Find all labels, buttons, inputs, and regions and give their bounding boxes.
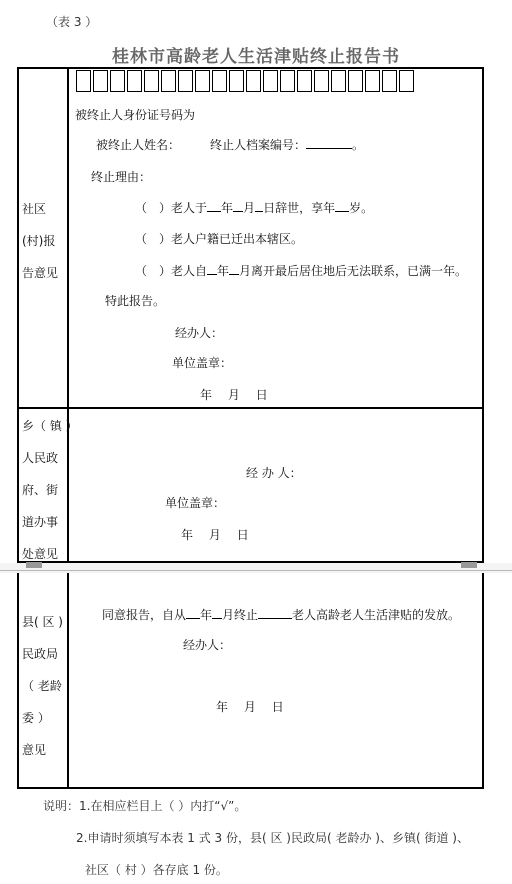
county-agreement[interactable]: 同意报告，自从 年 月终止 老人高龄老人生活津贴的发放。 — [102, 608, 461, 622]
id-number-boxes[interactable] — [76, 70, 416, 92]
id-digit-box[interactable] — [365, 70, 380, 92]
note-line-1: 说明：1.在相应栏目上（ ）内打“√”。 — [43, 799, 247, 813]
id-digit-box[interactable] — [399, 70, 414, 92]
name-label: 被终止人姓名： — [96, 138, 181, 152]
id-digit-box[interactable] — [110, 70, 125, 92]
community-row-label: 社区 (村)报 告意见 — [22, 202, 59, 280]
township-row-label: 乡（ 镇 ） 人民政 府、街 道办事 处意见 — [22, 419, 78, 561]
id-digit-box[interactable] — [93, 70, 108, 92]
township-handler-label: 经 办 人： — [246, 466, 302, 480]
date-line: 年 月 日 — [200, 388, 268, 402]
report-statement: 特此报告。 — [105, 294, 166, 308]
id-digit-box[interactable] — [76, 70, 91, 92]
county-row-label: 县( 区 ) 民政局 （ 老龄 委 ） 意见 — [22, 615, 63, 757]
id-digit-box[interactable] — [246, 70, 261, 92]
id-digit-box[interactable] — [382, 70, 397, 92]
reason-moved-option[interactable]: （ ）老人户籍已迁出本辖区。 — [135, 232, 304, 246]
id-digit-box[interactable] — [280, 70, 295, 92]
table-number: （表 3 ） — [46, 15, 98, 29]
id-digit-box[interactable] — [297, 70, 312, 92]
county-handler-label: 经办人： — [183, 638, 232, 652]
id-digit-box[interactable] — [348, 70, 363, 92]
id-digit-box[interactable] — [195, 70, 210, 92]
id-digit-box[interactable] — [178, 70, 193, 92]
id-digit-box[interactable] — [144, 70, 159, 92]
file-number-field[interactable]: 终止人档案编号： 。 — [210, 138, 365, 152]
page-corner-right — [461, 562, 477, 568]
reason-lost-option[interactable]: （ ）老人自 年 月离开最后居住地后无法联系，已满一年。 — [135, 264, 468, 278]
id-digit-box[interactable] — [331, 70, 346, 92]
seal-label: 单位盖章： — [172, 356, 233, 370]
id-digit-box[interactable] — [229, 70, 244, 92]
column-divider — [67, 573, 69, 789]
note-line-3: 社区（ 村 ）各存底 1 份。 — [85, 863, 228, 877]
id-digit-box[interactable] — [263, 70, 278, 92]
row-divider — [17, 407, 484, 409]
township-seal-label: 单位盖章： — [165, 496, 226, 510]
id-digit-box[interactable] — [314, 70, 329, 92]
county-date-line: 年 月 日 — [216, 700, 284, 714]
reason-label: 终止理由： — [91, 170, 152, 184]
reason-death-option[interactable]: （ ）老人于 年 月 日辞世，享年 岁。 — [135, 201, 374, 215]
note-line-2: 2.申请时须填写本表 1 式 3 份，县( 区 )民政局( 老龄办 )、乡镇( 街道 )、 — [76, 831, 469, 845]
page-break-line — [0, 570, 512, 571]
township-date-line: 年 月 日 — [181, 528, 249, 542]
id-number-label: 被终止人身份证号码为 — [75, 108, 196, 122]
page-title: 桂林市高龄老人生活津贴终止报告书 — [112, 47, 400, 67]
id-digit-box[interactable] — [127, 70, 142, 92]
id-digit-box[interactable] — [212, 70, 227, 92]
handler-label: 经办人： — [175, 326, 224, 340]
id-digit-box[interactable] — [161, 70, 176, 92]
